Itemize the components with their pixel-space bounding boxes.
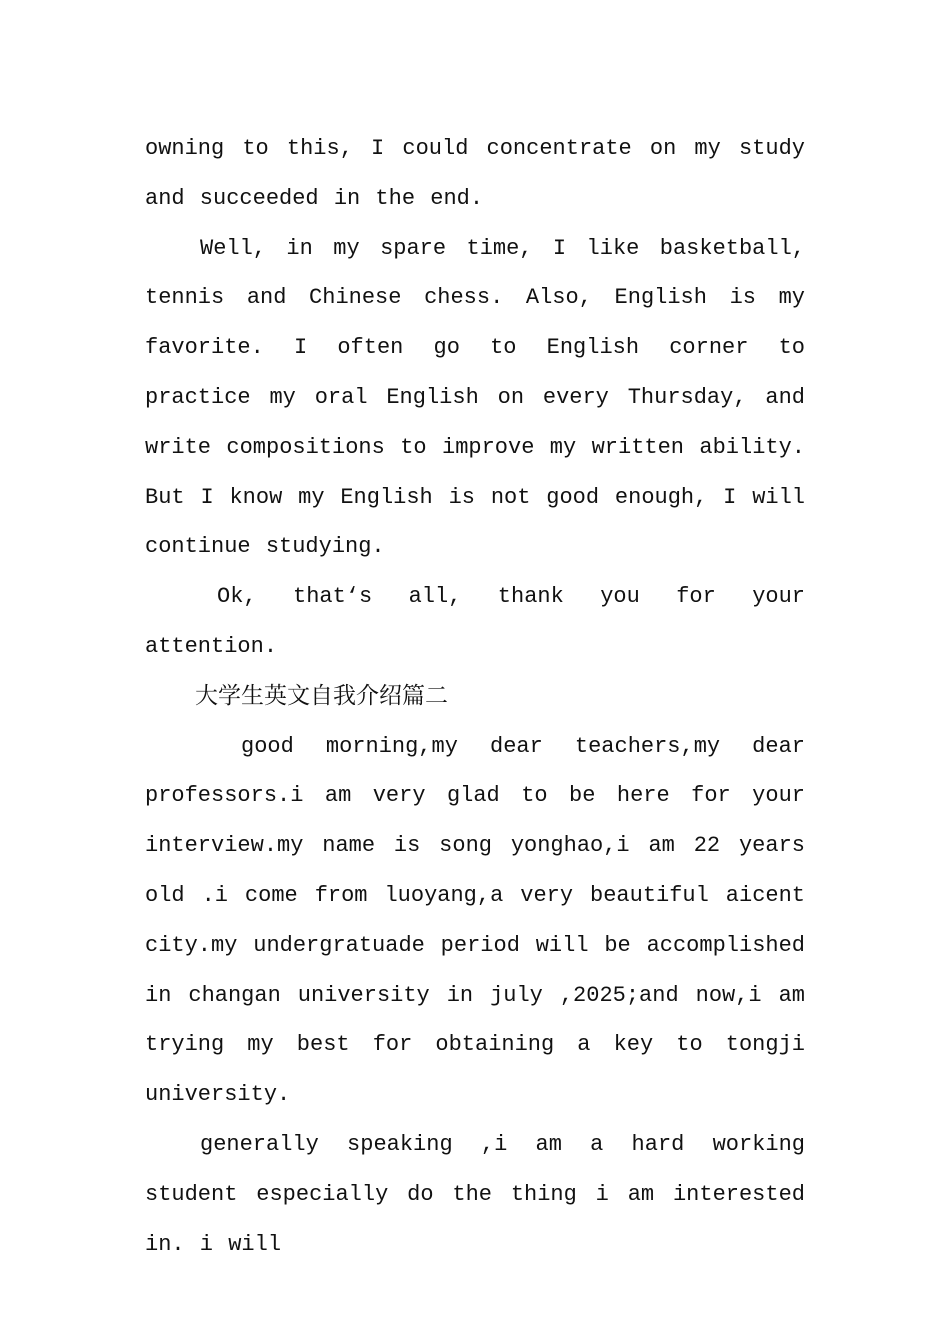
paragraph-owning: owning to this, I could concentrate on my study and succeeded in the end. — [145, 136, 805, 211]
paragraph-greeting: good morning,my dear teachers,my dear professors.i am very glad to be here for your interview.my name is song yonghao,i am 22 years old .i come from luoyang,a very beautiful aicent city.my undergratuade period will be accomplished in changan university in july ,2025;and now,i am trying my best for obtaining a key to tongji university. — [145, 733, 805, 1108]
paragraph-generally: generally speaking ,i am a hard working student especially do the thing i am interested in. i will — [145, 1131, 805, 1257]
paragraph-hobbies: Well, in my spare time, I like basketball, tennis and Chinese chess. Also, English is my favorite. I often go to English corner to practice my oral English on every Thursday, and write compositions to improve my written ability. But I know my English is not good enough, I will continue studying. — [145, 235, 805, 560]
paragraph-closing: Ok, that‘s all, thank you for your attention. — [145, 584, 805, 659]
document-body — [145, 124, 805, 1269]
section-heading: 大学生英文自我介绍篇二 — [195, 682, 448, 709]
